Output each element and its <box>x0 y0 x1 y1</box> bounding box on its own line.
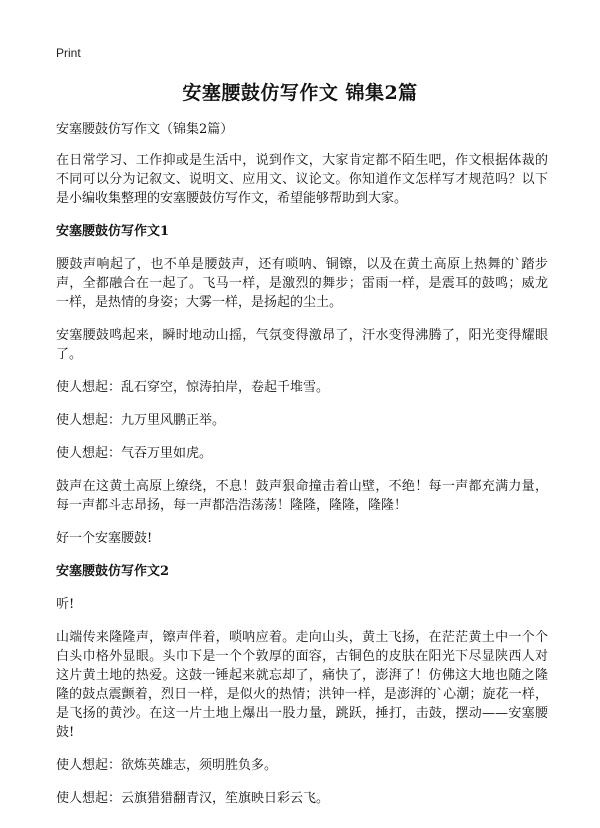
section2-paragraph: 使人想起：云旗猎猎翻青汉，笙旗映日彩云飞。 <box>56 791 330 806</box>
intro-paragraph: 在日常学习、工作抑或是生活中，说到作文，大家肯定都不陌生吧，作文根据体裁的不同可以分为记叙文、说明文、应用文、议论文。你知道作文怎样写才规范吗？以下是小编收集整理的安塞腰鼓仿写作文，希望能够帮助到大家。 <box>56 153 548 206</box>
section1-paragraph: 腰鼓声响起了，也不单是腰鼓声，还有唢呐、铜镲，以及在黄土高原上热舞的`踏步声，全都融合在一起了。飞马一样，是激烈的舞步；雷雨一样，是震耳的鼓鸣；威龙一样，是热情的身姿；大雾一样，是扬起的尘土。 <box>56 257 548 310</box>
subtitle: 安塞腰鼓仿写作文（锦集2篇） <box>56 122 234 137</box>
print-label: Print <box>56 46 81 60</box>
document-title: 安塞腰鼓仿写作文 锦集2篇 <box>182 82 418 104</box>
section1-paragraph: 使人想起：九万里风鹏正举。 <box>56 413 226 428</box>
section1-heading: 安塞腰鼓仿写作文1 <box>56 224 170 239</box>
section2-heading: 安塞腰鼓仿写作文2 <box>56 564 170 579</box>
section1-paragraph: 鼓声在这黄土高原上缭绕，不息！鼓声狠命撞击着山壁，不绝！每一声都充满力量，每一声都斗志昂扬，每一声都浩浩荡荡！隆隆，隆隆，隆隆！ <box>56 479 548 513</box>
section1-paragraph: 使人想起：乱石穿空，惊涛拍岸，卷起千堆雪。 <box>56 380 330 395</box>
section2-paragraph: 听! <box>56 597 75 612</box>
section1-paragraph: 好一个安塞腰鼓! <box>56 531 153 546</box>
document-body <box>56 120 548 822</box>
section1-paragraph: 安塞腰鼓鸣起来，瞬时地动山摇，气氛变得激昂了，汗水变得沸腾了，阳光变得耀眼了。 <box>56 328 548 362</box>
section1-paragraph: 使人想起：气吞万里如虎。 <box>56 446 213 461</box>
section2-paragraph: 山端传来隆隆声，镲声伴着，唢呐应着。走向山头，黄土飞扬，在茫茫黄土中一个个白头巾格外显眼。头巾下是一个个敦厚的面容，古铜色的皮肤在阳光下尽显陕西人对这片黄土地的热爱。这鼓一锤起来就忘却了，痛快了，澎湃了！仿佛这大地也随之隆隆的鼓点震颤着，烈日一样，是似火的热情；洪钟一样，是澎湃的`心潮；旋花一样，是飞扬的黄沙。在这一片土地上爆出一股力量，跳跃，捶打，击鼓，摆动——安塞腰鼓! <box>56 630 548 740</box>
section2-paragraph: 使人想起：欲炼英雄志，须明胜负多。 <box>56 758 278 773</box>
